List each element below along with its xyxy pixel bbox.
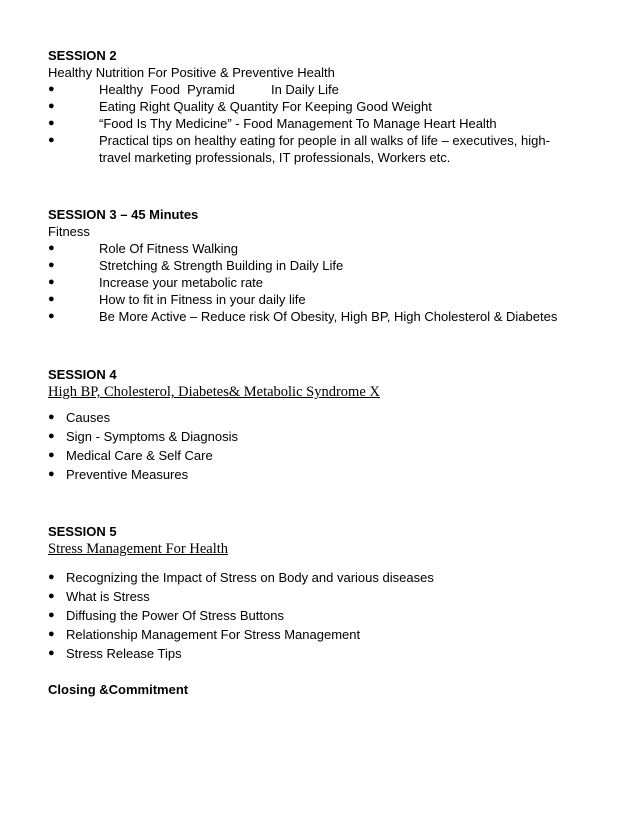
bullet-icon: ● [48,293,55,305]
bullet-icon: ● [48,628,55,640]
bullet-icon: ● [48,609,55,621]
session-5 [48,523,578,663]
list-item-text: Healthy Food Pyramid In Daily Life [99,82,339,97]
session-4 [48,366,578,484]
bullet-icon: ● [48,571,55,583]
bullet-icon: ● [48,83,55,95]
bullet-icon: ● [48,647,55,659]
list-item-text: Causes [66,410,111,425]
list-item [48,408,578,427]
list-item [48,587,578,606]
bullet-icon: ● [48,117,55,129]
session-3-heading: SESSION 3 – 45 Minutes [48,207,199,222]
list-item-text: Stress Release Tips [66,646,182,661]
list-item [48,308,578,325]
list-item-text: Sign - Symptoms & Diagnosis [66,429,238,444]
list-item [48,465,578,484]
list-item [48,568,578,587]
bullet-icon: ● [48,100,55,112]
bullet-icon: ● [48,259,55,271]
list-item-text: Be More Active – Reduce risk Of Obesity, High BP, High Cholesterol & Diabetes [99,309,558,324]
list-item [48,98,578,115]
bullet-icon: ● [48,468,55,480]
list-item [48,132,578,166]
list-item [48,625,578,644]
list-item [48,115,578,132]
bullet-icon: ● [48,411,55,423]
bullet-icon: ● [48,134,55,146]
list-item [48,274,578,291]
bullet-icon: ● [48,590,55,602]
session-2-subtitle: Healthy Nutrition For Positive & Preventive Health [48,65,335,80]
list-item [48,427,578,446]
list-item-text: Medical Care & Self Care [66,448,213,463]
bullet-icon: ● [48,449,55,461]
session-4-heading: SESSION 4 [48,367,117,382]
list-item-text: Stretching & Strength Building in Daily Life [99,258,344,273]
session-4-subtitle: High BP, Cholesterol, Diabetes& Metabolic Syndrome X [48,384,380,400]
bullet-icon: ● [48,430,55,442]
list-item [48,446,578,465]
list-item-text: How to fit in Fitness in your daily life [99,292,306,307]
session-2-heading: SESSION 2 [48,48,117,63]
bullet-icon: ● [48,242,55,254]
list-item-text: What is Stress [66,589,150,604]
session-5-heading: SESSION 5 [48,524,117,539]
bullet-icon: ● [48,310,55,322]
closing-heading: Closing &Commitment [48,682,189,697]
list-item [48,644,578,663]
list-item-text: Relationship Management For Stress Management [66,627,361,642]
list-item-text: Eating Right Quality & Quantity For Keeping Good Weight [99,99,432,114]
bullet-icon: ● [48,276,55,288]
list-item [48,257,578,274]
list-item-text: Practical tips on healthy eating for people in all walks of life – executives, high-travel marketing professionals, IT professionals, Workers etc. [99,133,550,165]
list-item-text: Increase your metabolic rate [99,275,264,290]
list-item [48,606,578,625]
list-item [48,81,578,98]
list-item-text: Role Of Fitness Walking [99,241,238,256]
session-2 [48,47,578,166]
session-3 [48,206,578,325]
list-item [48,240,578,257]
list-item [48,291,578,308]
session-5-subtitle: Stress Management For Health [48,541,229,557]
session-3-subtitle: Fitness [48,224,90,239]
list-item-text: Diffusing the Power Of Stress Buttons [66,608,284,623]
list-item-text: Preventive Measures [66,467,189,482]
list-item-text: Recognizing the Impact of Stress on Body and various diseases [66,570,434,585]
list-item-text: “Food Is Thy Medicine” - Food Management To Manage Heart Health [99,116,497,131]
